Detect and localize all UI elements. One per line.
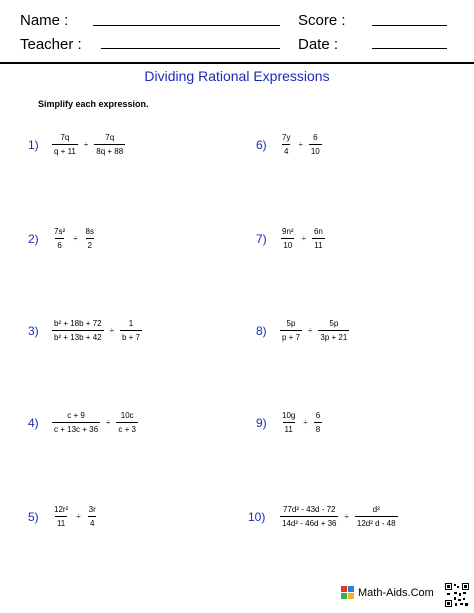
right-fraction [312, 226, 325, 251]
division-operator: ÷ [83, 139, 89, 149]
left-fraction [52, 226, 67, 251]
numerator: 10c [120, 410, 134, 420]
problem-number: 7) [256, 232, 267, 246]
division-operator: ÷ [76, 511, 81, 521]
left-fraction [280, 226, 296, 251]
denominator: p + 7 [280, 330, 302, 343]
problem-number: 4) [28, 416, 39, 430]
header-divider [0, 62, 474, 64]
instructions: Simplify each expression. [38, 99, 149, 109]
denominator: 11 [283, 422, 295, 435]
problem-8 [256, 314, 456, 346]
division-operator: ÷ [308, 325, 313, 335]
denominator: 3p + 21 [318, 330, 349, 343]
left-fraction [280, 410, 297, 435]
right-fraction [94, 132, 125, 157]
left-fraction [280, 504, 338, 529]
score-field-line[interactable] [372, 25, 447, 26]
denominator: c + 13c + 36 [52, 422, 100, 435]
date-label: Date : [298, 36, 339, 53]
denominator: 14d² - 46d + 36 [280, 516, 338, 529]
problem-number: 6) [256, 138, 267, 152]
left-fraction [52, 132, 78, 157]
left-fraction [52, 410, 100, 435]
division-operator: ÷ [344, 511, 349, 521]
numerator: b² + 18b + 72 [54, 318, 102, 328]
left-fraction [280, 318, 302, 343]
problem-expression [280, 314, 349, 346]
problem-expression [280, 500, 398, 532]
right-fraction [314, 410, 322, 435]
problem-expression [52, 406, 138, 438]
numerator: c + 9 [67, 410, 85, 420]
denominator: 10 [309, 144, 322, 157]
denominator: 12d² d - 48 [355, 516, 398, 529]
numerator: d² [372, 504, 380, 514]
right-fraction [84, 226, 96, 251]
numerator: 8s [85, 226, 94, 236]
date-field-line[interactable] [372, 48, 447, 49]
left-fraction [52, 318, 104, 343]
numerator: 9n² [282, 226, 294, 236]
problem-number: 3) [28, 324, 39, 338]
problem-7 [256, 222, 456, 254]
problem-number: 10) [248, 510, 266, 524]
problem-expression [280, 222, 325, 254]
division-operator: ÷ [109, 325, 114, 335]
problem-number: 9) [256, 416, 267, 430]
name-label: Name : [20, 12, 69, 29]
teacher-field-line[interactable] [101, 48, 280, 49]
numerator: 1 [128, 318, 134, 328]
problem-expression [280, 406, 322, 438]
denominator: c + 3 [116, 422, 138, 435]
division-operator: ÷ [301, 233, 306, 243]
brand-name: Math-Aids.Com [358, 587, 434, 599]
left-fraction [280, 132, 292, 157]
numerator: 7q [105, 132, 115, 142]
problem-expression [52, 314, 142, 346]
numerator: 3r [88, 504, 96, 514]
problem-4 [28, 406, 228, 438]
footer-brand [341, 586, 434, 600]
problem-expression [280, 128, 322, 160]
denominator: 4 [282, 144, 290, 157]
problem-1 [28, 128, 228, 160]
right-fraction [355, 504, 398, 529]
problem-number: 8) [256, 324, 267, 338]
numerator: 7s² [54, 226, 66, 236]
denominator: 8 [314, 422, 322, 435]
denominator: 6 [55, 238, 63, 251]
denominator: 8q + 88 [94, 144, 125, 157]
qr-code-icon [445, 583, 469, 607]
numerator: 6n [313, 226, 323, 236]
denominator: 11 [312, 238, 324, 251]
problem-number: 5) [28, 510, 39, 524]
denominator: b² + 13b + 42 [52, 330, 104, 343]
score-label: Score : [298, 12, 346, 29]
denominator: 4 [88, 516, 96, 529]
numerator: 5p [286, 318, 296, 328]
denominator: 10 [281, 238, 294, 251]
problem-9 [256, 406, 456, 438]
right-fraction [309, 132, 322, 157]
denominator: 2 [86, 238, 94, 251]
division-operator: ÷ [303, 417, 308, 427]
numerator: 6 [315, 410, 321, 420]
right-fraction [87, 504, 98, 529]
problem-number: 1) [28, 138, 39, 152]
problem-6 [256, 128, 456, 160]
numerator: 7y [282, 132, 291, 142]
numerator: 12r² [54, 504, 69, 514]
numerator: 5p [329, 318, 339, 328]
problem-2 [28, 222, 228, 254]
numerator: 10g [282, 410, 296, 420]
name-field-line[interactable] [93, 25, 280, 26]
problem-number: 2) [28, 232, 39, 246]
numerator: 7q [60, 132, 70, 142]
problem-expression [52, 500, 98, 532]
denominator: q + 11 [52, 144, 78, 157]
problem-5 [28, 500, 228, 532]
division-operator: ÷ [73, 233, 78, 243]
right-fraction [116, 410, 138, 435]
left-fraction [52, 504, 70, 529]
worksheet-title: Dividing Rational Expressions [144, 68, 330, 84]
division-operator: ÷ [106, 417, 111, 427]
problem-3 [28, 314, 228, 346]
brand-logo-icon [341, 586, 355, 600]
problem-expression [52, 222, 96, 254]
division-operator: ÷ [298, 139, 303, 149]
numerator: 77d² - 43d - 72 [283, 504, 336, 514]
teacher-label: Teacher : [20, 36, 82, 53]
right-fraction [318, 318, 349, 343]
problem-expression [52, 128, 125, 160]
numerator: 6 [313, 132, 318, 142]
denominator: b + 7 [120, 330, 142, 343]
problem-10 [248, 500, 456, 532]
denominator: 11 [55, 516, 67, 529]
right-fraction [120, 318, 142, 343]
